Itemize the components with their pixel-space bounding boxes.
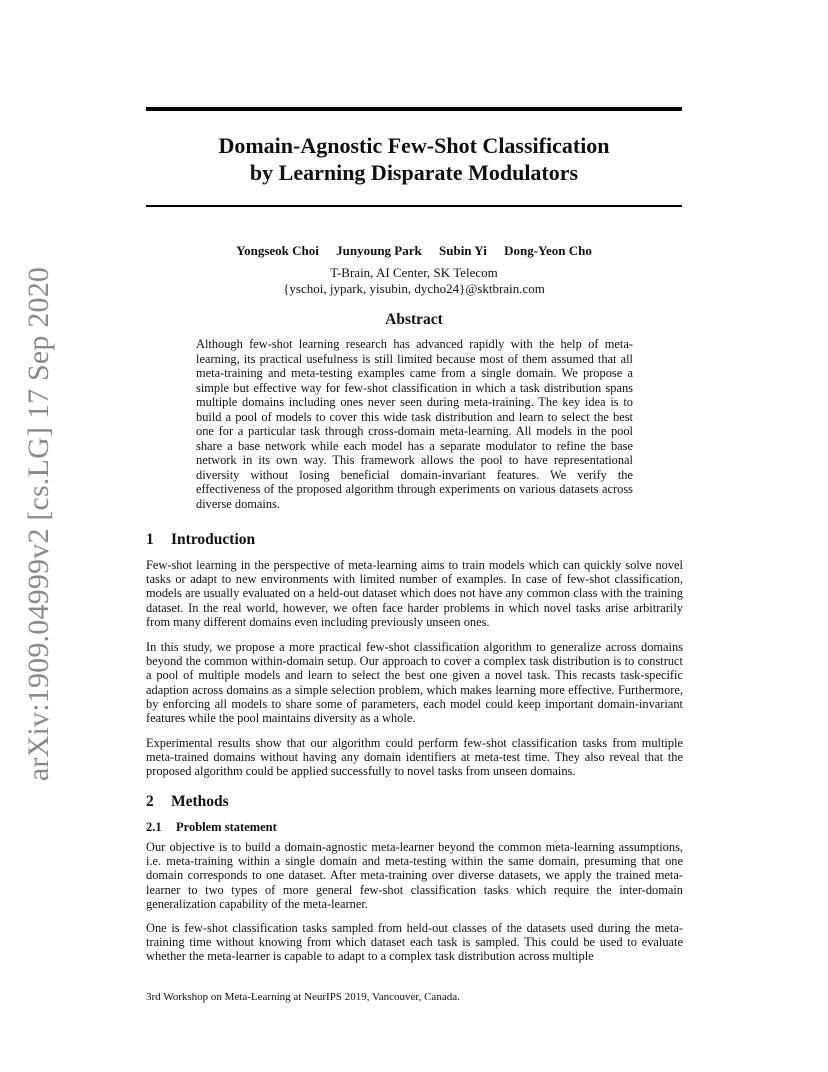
author-emails: {yschoi, jypark, yisubin, dycho24}@sktbrain.com xyxy=(283,281,545,296)
section-number: 2 xyxy=(146,793,154,810)
section-title: Methods xyxy=(171,793,229,810)
arxiv-side-identifier-container xyxy=(21,266,57,782)
affiliation: T-Brain, AI Center, SK Telecom xyxy=(330,265,498,280)
subsection-number: 2.1 xyxy=(146,820,162,834)
section-heading-introduction xyxy=(146,531,255,549)
intro-paragraph-3: Experimental results show that our algorithm could perform few-shot classification tasks from multiple meta-trained domains without having any domain identifiers at meta-test time. They also reveal that the proposed algorithm could be applied successfully to novel tasks from unseen domains. xyxy=(146,736,683,779)
subsection-title: Problem statement xyxy=(176,820,277,834)
title-bottom-rule xyxy=(146,205,682,207)
author-name: Yongseok Choi xyxy=(236,243,319,258)
intro-paragraph-1: Few-shot learning in the perspective of meta-learning aims to train models which can quickly solve novel tasks or adapt to new environments with limited number of examples. In case of few-shot classification, models are usually evaluated on a held-out dataset which does not have any common class with the training dataset. In the real world, however, we often face harder problems in which novel tasks arise arbitrarily from many different domains even including previously unseen ones. xyxy=(146,558,683,629)
methods-paragraph-1: Our objective is to build a domain-agnostic meta-learner beyond the common meta-learning assumptions, i.e. meta-training within a single domain and meta-testing within the same domain, presuming that one domain corresponds to one dataset. After meta-training over diverse datasets, we apply the trained meta-learner to two types of more general few-shot classification tasks which require the inter-domain generalization capability of the meta-learner. xyxy=(146,840,683,911)
abstract-text: Although few-shot learning research has advanced rapidly with the help of meta-learning, its practical usefulness is still limited because most of them assumed that all meta-training and meta-testing examples came from a single domain. We propose a simple but effective way for few-shot classification in which a task distribution spans multiple domains including ones never seen during meta-training. The key idea is to build a pool of models to cover this wide task distribution and learn to select the best one for a particular task through cross-domain meta-learning. All models in the pool share a base network while each model has a separate modulator to refine the base network in its own way. This framework allows the pool to have representational diversity without losing beneficial domain-invariant features. We verify the effectiveness of the proposed algorithm through experiments on various datasets across diverse domains. xyxy=(196,337,633,511)
author-name: Dong-Yeon Cho xyxy=(504,243,592,258)
author-name: Junyoung Park xyxy=(336,243,422,258)
title-top-rule xyxy=(146,107,682,111)
subsection-heading-problem-statement xyxy=(146,820,277,835)
paper-title xyxy=(146,132,682,186)
affiliation-block xyxy=(146,265,682,297)
title-line-2: by Learning Disparate Modulators xyxy=(249,160,579,185)
section-title: Introduction xyxy=(171,531,256,548)
author-list xyxy=(146,243,682,259)
arxiv-identifier: arXiv:1909.04999v2 [cs.LG] 17 Sep 2020 xyxy=(22,266,55,782)
abstract-heading: Abstract xyxy=(385,311,443,328)
methods-paragraph-2: One is few-shot classification tasks sampled from held-out classes of the datasets used during the meta-training time without knowing from which dataset each task is sampled. This could be used to evaluate whether the meta-learner is capable to adapt to a complex task distribution across multiple xyxy=(146,921,683,964)
intro-paragraph-2: In this study, we propose a more practical few-shot classification algorithm to generalize across domains beyond the common within-domain setup. Our approach to cover a complex task distribution is to construct a pool of multiple models and learn to select the best one given a novel task. This recasts task-specific adaption across domains as a simple selection problem, which makes learning more effective. Furthermore, by enforcing all models to share some of parameters, each model could keep important domain-invariant features while the pool maintains diversity as a whole. xyxy=(146,640,683,726)
footer-note: 3rd Workshop on Meta-Learning at NeurIPS 2019, Vancouver, Canada. xyxy=(146,991,460,1003)
section-heading-methods xyxy=(146,793,229,811)
author-name: Subin Yi xyxy=(439,243,487,258)
section-number: 1 xyxy=(146,531,154,548)
title-line-1: Domain-Agnostic Few-Shot Classification xyxy=(218,133,610,158)
